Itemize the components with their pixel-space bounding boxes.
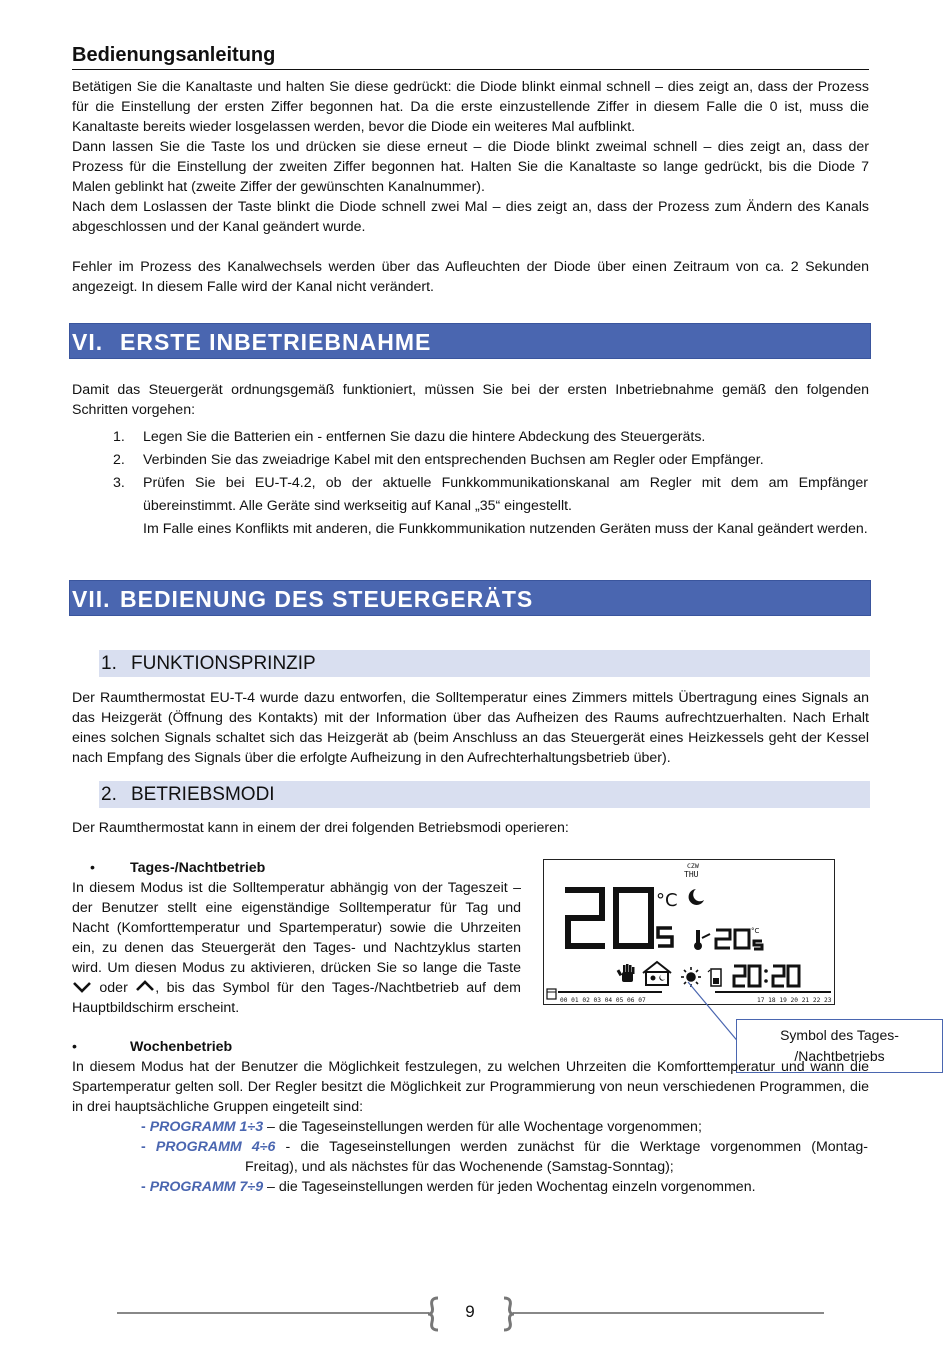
mode-1-text-or: oder <box>99 980 128 996</box>
callout-line-2: /Nachtbetriebs <box>794 1048 885 1064</box>
step-item <box>113 472 868 518</box>
mode-1-text-a: In diesem Modus ist die Solltemperatur abhängig von der Tageszeit – der Benutzer stellt eine eigenständige Solltemperatur für Tag und Nacht (Komforttemperatur und Spartemperatur) sowie die Uhrzeiten ein, zu denen das Steuergerät den Tages- und Nachtzyklus starten wird. Um diesen Modus zu aktivieren, drücken Sie so lange die Taste <box>72 880 521 976</box>
house-day-night-icon <box>643 962 671 985</box>
section-6-intro: Damit das Steuergerät ordnungsgemäß funktioniert, müssen Sie bei der ersten Inbetriebnahme gemäß den folgenden Schritten vorgehen: <box>72 382 869 418</box>
program-item <box>141 1117 868 1137</box>
program-dash: - <box>141 1179 146 1195</box>
section-6-body <box>72 380 869 420</box>
mode-1-body <box>72 878 521 1018</box>
program-item <box>141 1177 868 1197</box>
step-text: Prüfen Sie bei EU-T-4.2, ob der aktuelle Funkkommunikationskanal am Regler mit dem am Empfänger übereinstimmt. Alle Geräte sind werkseitig auf Kanal „35“ eingestellt. <box>143 475 868 514</box>
lcd-set-unit: °C <box>751 927 760 935</box>
program-item-continuation: Freitag), und als nächstes für das Wochenende (Samstag-Sonntag); <box>245 1159 674 1175</box>
lcd-day: THU <box>684 870 699 879</box>
intro-block <box>72 77 869 297</box>
callout-line-1: Symbol des Tages- <box>780 1027 899 1043</box>
section-6-steps <box>113 426 868 541</box>
program-name: PROGRAMM 1÷3 <box>149 1119 264 1135</box>
moon-icon <box>689 889 704 905</box>
mode-1-title: Tages-/Nachtbetrieb <box>130 860 266 876</box>
page-number: 9 <box>465 1302 475 1321</box>
mode-2-title: Wochenbetrieb <box>130 1039 233 1055</box>
lcd-hours-left: 00 01 02 03 04 05 06 07 <box>560 997 646 1003</box>
section-6-heading <box>69 323 871 359</box>
mode-1-text-b: , bis das Symbol für den Tages-/Nachtbetrieb auf dem Hauptbildschirm erscheint. <box>72 980 521 1016</box>
subsection-1-text: Der Raumthermostat EU-T-4 wurde dazu entworfen, die Solltemperatur eines Zimmers mittels Übertragung eines Signals an das Heizgerät (Öffnung des Kontakts) mit der Information über das Aufheizen des Raums aufrechtzuerhalten. Nach Erhalt eines solchen Signals schaltet sich das Heizgerät ab (beim Anschluss an das Steuergerät eines Heizkessels geht der Kessel nach Empfang des Signals über die erfolgte Aufheizung in den Aufrechterhaltungsbetrieb über). <box>72 690 869 766</box>
program-list <box>141 1117 868 1197</box>
intro-paragraph-2: Dann lassen Sie die Taste los und drücken sie diese erneut – die Diode blinkt zweimal schnell – dies zeigt an, dass der Prozess für die Einstellung der zweiten Ziffer begonnen hat. Halten Sie die Kanaltaste so lange gedrückt, bis die Diode 7 Malen geblinkt hat (zweite Ziffer der gewünschten Kanalnummer). <box>72 139 869 195</box>
section-6-number: VI. <box>72 329 104 355</box>
calendar-icon <box>547 989 556 999</box>
intro-paragraph-4: Fehler im Prozess des Kanalwechsels werden über das Aufleuchten der Diode über einen Zeitraum von ca. 2 Sekunden angezeigt. In diesem Falle wird der Kanal nicht verändert. <box>72 259 869 295</box>
lcd-day-code: CZW <box>687 862 699 870</box>
mode-2-bullet: • <box>72 1039 77 1055</box>
step-item <box>113 426 868 449</box>
section-7-heading <box>69 580 871 616</box>
section-6-title: ERSTE INBETRIEBNAHME <box>120 329 432 355</box>
document-header-title: Bedienungsanleitung <box>72 44 869 70</box>
intro-paragraph-1: Betätigen Sie die Kanaltaste und halten Sie diese gedrückt: die Diode blinkt einmal schnell – dies zeigt an, dass der Prozess für die Einstellung der ersten Ziffer begonnen hat. Da die erste einzustellende Ziffer in diesem Falle die 0 ist, muss die Kanaltaste bereits wieder losgelassen werden, bevor die Diode ein weiteres Mal aufblinkt. <box>72 79 869 135</box>
footer-bracket-right-icon <box>500 1296 516 1332</box>
intro-paragraph-3: Nach dem Loslassen der Taste blinkt die Diode schnell zwei Mal – dies zeigt an, dass der Prozess zum Ändern des Kanals abgeschlossen und der Kanal geändert wurde. <box>72 199 869 235</box>
program-name: PROGRAMM 4÷6 <box>155 1139 276 1155</box>
hand-icon <box>617 964 635 982</box>
step-item <box>113 449 868 472</box>
program-text: – die Tageseinstellungen werden für jeden Wochentag einzeln vorgenommen. <box>263 1179 756 1195</box>
subsection-2-text: Der Raumthermostat kann in einem der drei folgenden Betriebsmodi operieren: <box>72 820 569 836</box>
program-item <box>141 1137 868 1157</box>
step-number: 1. <box>113 429 125 445</box>
lcd-main-temp-digits <box>568 890 651 946</box>
subsection-2-heading <box>99 781 870 808</box>
program-text: - die Tageseinstellungen werden zunächst für die Werktage vorgenommen (Montag- <box>275 1139 868 1155</box>
subsection-2-number: 2. <box>101 784 117 805</box>
footer-line-left <box>117 1312 429 1314</box>
mode-1-bullet: • <box>90 860 95 876</box>
subsection-2-title: BETRIEBSMODI <box>131 784 275 805</box>
step-number: 2. <box>113 452 125 468</box>
mode-2-paragraph: In diesem Modus hat der Benutzer die Möglichkeit festzulegen, zu welchen Uhrzeiten die Komforttemperatur und wann die Spartemperatur gelten soll. Der Regler besitzt die Möglichkeit zur Programmierung von neun verschiedenen Programmen, die in drei hauptsächliche Gruppen eingeteilt sind: <box>72 1059 869 1115</box>
footer-line-right <box>513 1312 824 1314</box>
chevron-down-icon <box>72 980 92 994</box>
program-dash: - <box>141 1119 146 1135</box>
chevron-up-icon <box>135 979 155 993</box>
step-3-extra <box>143 518 868 541</box>
subsection-1-heading <box>99 650 870 677</box>
program-text: – die Tageseinstellungen werden für alle Wochentage vorgenommen; <box>263 1119 702 1135</box>
section-7-number: VII. <box>72 586 111 612</box>
step-text: Verbinden Sie das zweiadrige Kabel mit den entsprechenden Buchsen am Regler oder Empfänger. <box>143 452 764 468</box>
program-name: PROGRAMM 7÷9 <box>149 1179 264 1195</box>
lcd-unit: °C <box>656 890 678 911</box>
section-7-title: BEDIENUNG DES STEUERGERÄTS <box>120 586 534 612</box>
program-dash: - <box>141 1139 146 1155</box>
subsection-1-number: 1. <box>101 653 117 674</box>
lcd-hours-right: 17 18 19 20 21 22 23 <box>757 997 832 1003</box>
subsection-1-title: FUNKTIONSPRINZIP <box>131 653 316 674</box>
lcd-main-temp-decimal <box>658 928 672 946</box>
step-3-extra-text: Im Falle eines Konflikts mit anderen, die Funkkommunikation nutzenden Geräten muss der Kanal geändert werden. <box>143 521 868 537</box>
step-text: Legen Sie die Batterien ein - entfernen Sie dazu die hintere Abdeckung des Steuergeräts. <box>143 429 706 445</box>
thermometer-icon <box>694 930 710 950</box>
step-number: 3. <box>113 475 125 491</box>
